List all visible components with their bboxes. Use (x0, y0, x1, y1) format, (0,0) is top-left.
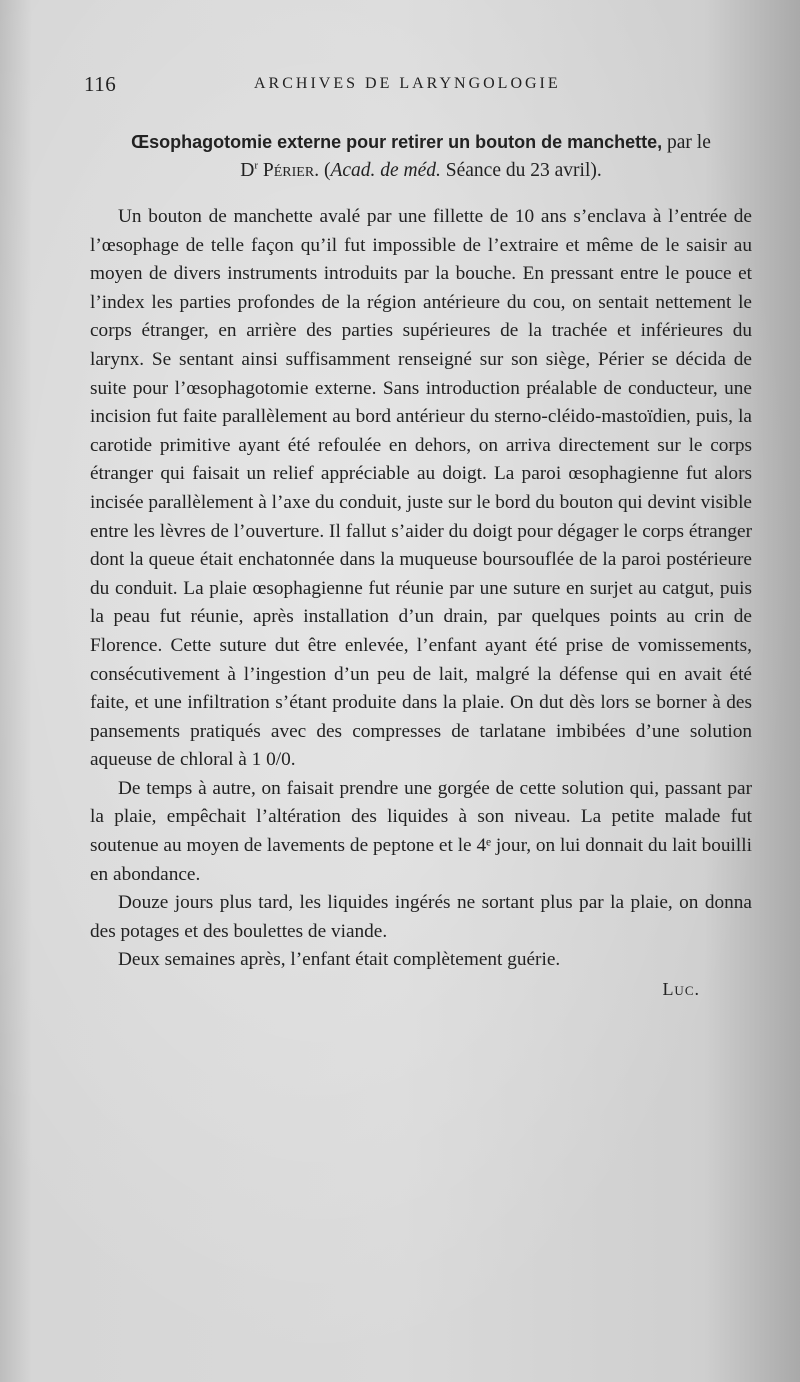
author-title: D (240, 160, 255, 181)
paragraph-3: Douze jours plus tard, les liquides ingérés ne sortant plus par la plaie, on donna des potages et des boulettes de viande. (90, 892, 752, 942)
page-header (84, 72, 764, 102)
paragraph-1: Un bouton de manchette avalé par une fillette de 10 ans s’enclava à l’entrée de l’œsophage de telle façon qu’il fut impossible de l’extraire et même de le saisir au moyen de divers instruments introduits par la bouche. En pressant entre le pouce et l’index les parties profondes de la région antérieure du cou, on sentait nettement le corps étranger, en arrière des parties supérieures de la trachée et inférieures du larynx. Se sentant ainsi suffisamment renseigné sur son siège, Périer se décida de suite pour l’œsophagotomie externe. Sans introduction préalable de conducteur, une incision fut faite parallèlement au bord antérieur du sterno-cléido-mastoïdien, puis, la carotide primitive ayant été refoulée en dehors, on arriva directement sur le corps étranger qui faisait un relief appréciable au doigt. La paroi œsophagienne fut alors incisée parallèlement à l’axe du conduit, juste sur le bord du bouton qui devint visible entre les lèvres de l’ouverture. Il fallut s’aider du doigt pour dégager le corps étranger dont la queue était enchatonnée dans la muqueuse boursouflée de la paroi postérieure du conduit. La plaie œsophagienne fut réunie par une suture en surjet au catgut, puis la peau fut réunie, après installation d’un drain, par quelques points au crin de Florence. Cette suture dut être enlevée, l’enfant ayant été prise de vomissements, consécutivement à l’ingestion d’un peu de lait, malgré la défense qui en avait été faite, et une infiltration s’étant produite dans la plaie. On dut dès lors se borner à des pansements pratiqués avec des compresses de tarlatane imbibées d’une solution aqueuse de chloral à 1 0/0. (90, 206, 752, 771)
article-title-main: Œsophagotomie externe pour retirer un bouton de manchette, (131, 132, 663, 152)
citation-open: . ( (314, 160, 331, 181)
article-body (90, 203, 752, 975)
paragraph-4: Deux semaines après, l’enfant était complètement guérie. (118, 949, 561, 971)
paragraph-2: De temps à autre, on faisait prendre une gorgée de cette solution qui, passant par la plaie, empêchait l’altération des liquides à son niveau. La petite malade fut soutenue au moyen de lavements de peptone et le 4ᵉ jour, on lui donnait du lait bouilli en abondance. (90, 777, 752, 885)
page-number: 116 (84, 72, 117, 96)
article-title (90, 128, 752, 185)
article (90, 128, 752, 1000)
author-name: Périer (258, 160, 315, 181)
article-title-by: par le (662, 132, 711, 153)
author-title-superscript: r (254, 159, 259, 172)
citation-session: Séance du 23 avril). (440, 160, 602, 181)
citation-journal: Acad. de méd. (330, 160, 441, 181)
running-title: ARCHIVES DE LARYNGOLOGIE (254, 75, 561, 92)
author-signature: Luc. (662, 979, 700, 1000)
